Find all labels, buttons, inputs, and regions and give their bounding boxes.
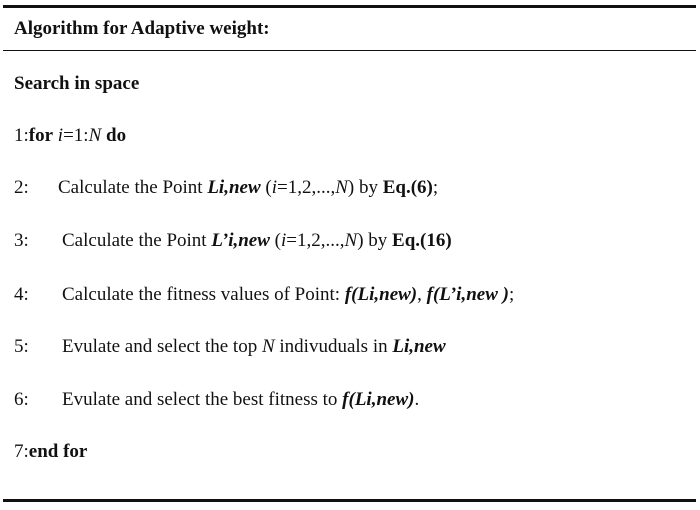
paren-open: ( <box>260 177 272 198</box>
variable-i: i <box>57 125 64 146</box>
paren-close: ) by <box>357 230 393 251</box>
variable-n: N <box>88 125 102 146</box>
top-rule <box>3 5 696 8</box>
algorithm-title: Algorithm for Adaptive weight: <box>14 18 270 39</box>
variable-n: N <box>335 177 348 198</box>
variable-i: i <box>271 177 277 198</box>
point-symbol: L’i,new <box>211 230 270 251</box>
point-symbol: Li,new <box>392 336 446 357</box>
paren-close: ) by <box>347 177 383 198</box>
line-end: ; <box>432 177 439 198</box>
line-end: . <box>414 389 420 410</box>
line-text: Calculate the Point <box>62 230 212 251</box>
line-number: 7: <box>14 441 29 462</box>
separator: , <box>417 284 427 305</box>
line-number: 1: <box>14 125 29 146</box>
line-number: 4: <box>14 284 29 305</box>
line-text: Calculate the fitness values of Point: <box>62 284 345 305</box>
loop-range: =1: <box>63 125 89 146</box>
paren-open: ( <box>269 230 281 251</box>
algorithm-line-3 <box>14 230 452 252</box>
bottom-rule <box>3 499 696 502</box>
variable-i: i <box>281 230 287 251</box>
line-text: Calculate the Point <box>58 177 208 198</box>
algorithm-line-7 <box>14 441 87 463</box>
fitness-function: f(Li,new) <box>344 284 418 305</box>
line-text: Evulate and select the top <box>62 336 262 357</box>
variable-n: N <box>261 336 275 357</box>
algorithm-line-4 <box>14 284 514 306</box>
algorithm-line-6 <box>14 389 419 411</box>
title-rule <box>3 50 696 51</box>
algorithm-line-1 <box>14 125 126 147</box>
point-symbol: Li,new <box>207 177 261 198</box>
keyword-end-for: end for <box>28 441 88 462</box>
keyword-do: do <box>106 125 127 146</box>
equation-ref: Eq.(16) <box>392 230 452 251</box>
algorithm-line-2 <box>14 177 438 199</box>
fitness-function: f(L’i,new ) <box>426 284 509 305</box>
line-number: 3: <box>14 230 29 251</box>
line-text: Evulate and select the best fitness to <box>62 389 343 410</box>
equation-ref: Eq.(6) <box>382 177 433 198</box>
fitness-function: f(Li,new) <box>342 389 415 410</box>
algorithm-line-5 <box>14 336 446 358</box>
index-sequence: =1,2,..., <box>277 177 336 198</box>
keyword-for: for <box>28 125 54 146</box>
index-sequence: =1,2,..., <box>286 230 345 251</box>
algorithm-heading: Search in space <box>14 73 140 94</box>
line-text: indivuduals in <box>274 336 393 357</box>
line-number: 6: <box>14 389 29 410</box>
line-number: 5: <box>14 336 29 357</box>
line-number: 2: <box>14 177 29 198</box>
variable-n: N <box>344 230 358 251</box>
line-end: ; <box>508 284 515 305</box>
